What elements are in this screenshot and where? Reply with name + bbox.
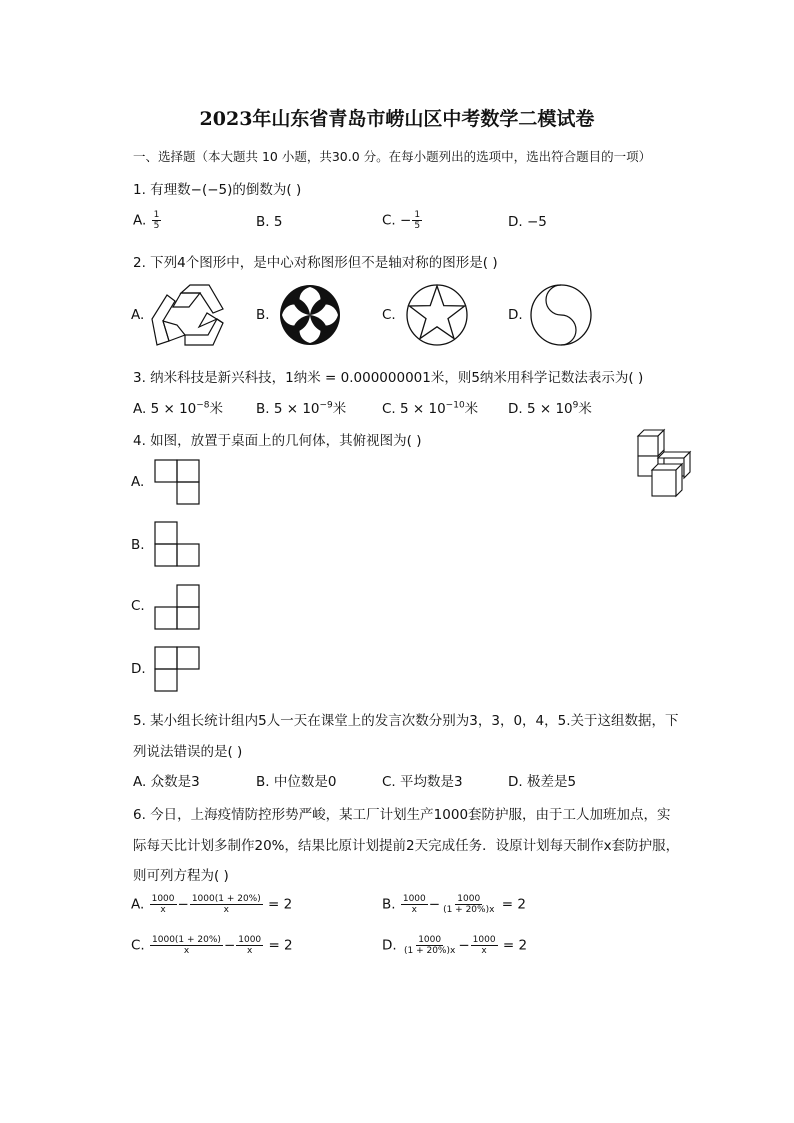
q6-option-a[interactable] bbox=[131, 894, 292, 915]
q2-option-d-label[interactable]: D. bbox=[508, 307, 523, 323]
denominator: x bbox=[411, 905, 417, 915]
numerator: 1000 bbox=[151, 894, 175, 904]
page-title: 2023年山东省青岛市崂山区中考数学二模试卷 bbox=[199, 108, 595, 130]
fraction bbox=[190, 894, 263, 915]
denominator: x bbox=[183, 946, 190, 956]
denominator: (1 + 20%)x bbox=[443, 905, 495, 915]
top-view-a-figure bbox=[154, 459, 202, 505]
exponent: −8 bbox=[196, 400, 210, 411]
numerator: 1000 bbox=[402, 894, 426, 904]
q3-option-a[interactable] bbox=[133, 397, 223, 417]
fraction bbox=[401, 894, 428, 915]
q6-option-d[interactable] bbox=[382, 935, 527, 956]
q4-option-a-label[interactable]: A. bbox=[131, 474, 145, 490]
question-5-stem-line2: 列说法错误的是( ) bbox=[133, 744, 243, 760]
q3-option-b[interactable] bbox=[256, 397, 346, 417]
q6-option-c[interactable] bbox=[131, 935, 293, 956]
operator: − bbox=[177, 896, 189, 913]
q2-option-c-label[interactable]: C. bbox=[382, 307, 396, 323]
numerator: 1000 bbox=[238, 935, 262, 945]
q4-option-d-label[interactable]: D. bbox=[131, 661, 146, 677]
fraction bbox=[471, 935, 498, 956]
option-label: A. bbox=[133, 212, 147, 229]
base: D. 5 × 10 bbox=[508, 401, 573, 417]
q1-option-c[interactable] bbox=[382, 210, 423, 231]
question-2-stem: 2. 下列4个图形中，是中心对称图形但不是轴对称的图形是( ) bbox=[133, 255, 498, 271]
denominator: x bbox=[481, 946, 487, 956]
denominator: x bbox=[223, 905, 229, 915]
base: A. 5 × 10 bbox=[133, 401, 197, 417]
exponent: −9 bbox=[319, 400, 333, 411]
exponent: 9 bbox=[572, 400, 579, 411]
fraction bbox=[402, 935, 457, 956]
q1-option-b[interactable]: B. 5 bbox=[256, 214, 283, 230]
equals: = 2 bbox=[268, 937, 293, 954]
numerator: 1 bbox=[414, 210, 421, 220]
top-view-b-figure bbox=[154, 521, 202, 567]
option-label: C. − bbox=[382, 212, 412, 229]
unit: 米 bbox=[464, 401, 479, 417]
q2-option-b-label[interactable]: B. bbox=[256, 307, 270, 323]
fraction bbox=[150, 935, 223, 956]
option-label: A. bbox=[131, 896, 145, 913]
question-5-stem-line1: 5. 某小组长统计组内5人一天在课堂上的发言次数分别为3，3，0，4，5.关于这组数据，下 bbox=[133, 713, 679, 729]
unit: 米 bbox=[209, 401, 224, 417]
denominator: x bbox=[247, 946, 253, 956]
q1-option-a[interactable] bbox=[133, 210, 162, 231]
numerator: 1000(1 + 20%) bbox=[152, 935, 221, 945]
exponent: −10 bbox=[445, 400, 465, 411]
fraction bbox=[150, 894, 177, 915]
q1-option-d[interactable]: D. −5 bbox=[508, 214, 547, 230]
q4-option-c-label[interactable]: C. bbox=[131, 598, 145, 614]
question-3-stem: 3. 纳米科技是新兴科技，1纳米 = 0.000000001米，则5纳米用科学记数法表示为( ) bbox=[133, 370, 644, 386]
option-label: D. bbox=[382, 937, 397, 954]
denominator: 5 bbox=[153, 221, 160, 231]
top-view-d-figure bbox=[154, 646, 202, 692]
q6-option-b[interactable] bbox=[382, 894, 526, 915]
q3-option-c[interactable] bbox=[382, 397, 478, 417]
q5-option-a[interactable]: A. 众数是3 bbox=[133, 774, 200, 790]
star-in-circle-figure bbox=[405, 283, 469, 347]
recycle-triangle-figure bbox=[151, 283, 229, 347]
equals: = 2 bbox=[268, 896, 293, 913]
denominator: 5 bbox=[414, 221, 421, 231]
unit: 米 bbox=[332, 401, 347, 417]
base: B. 5 × 10 bbox=[256, 401, 320, 417]
base: C. 5 × 10 bbox=[382, 401, 446, 417]
four-petal-circle-figure bbox=[278, 283, 342, 347]
fraction bbox=[441, 894, 496, 915]
numerator: 1000 bbox=[418, 935, 442, 945]
question-4-stem: 4. 如图，放置于桌面上的几何体，其俯视图为( ) bbox=[133, 433, 422, 449]
q5-option-c[interactable]: C. 平均数是3 bbox=[382, 774, 463, 790]
cube-stack-figure bbox=[636, 428, 692, 500]
top-view-c-figure bbox=[154, 584, 202, 630]
fraction bbox=[236, 935, 263, 956]
numerator: 1000(1 + 20%) bbox=[191, 894, 261, 904]
section-heading: 一、选择题（本大题共 10 小题，共30.0 分。在每小题列出的选项中，选出符合题目的一项） bbox=[133, 149, 652, 164]
q3-option-d[interactable] bbox=[508, 397, 592, 417]
q4-option-b-label[interactable]: B. bbox=[131, 537, 145, 553]
numerator: 1 bbox=[153, 210, 160, 220]
q2-option-a-label[interactable]: A. bbox=[131, 307, 145, 323]
operator: − bbox=[428, 896, 441, 913]
question-6-stem-line1: 6. 今日，上海疫情防控形势严峻，某工厂计划生产1000套防护服，由于工人加班加点，实 bbox=[133, 807, 671, 823]
option-label: B. bbox=[382, 896, 396, 913]
operator: − bbox=[223, 937, 236, 954]
option-label: C. bbox=[131, 937, 145, 954]
numerator: 1000 bbox=[457, 894, 481, 904]
unit: 米 bbox=[578, 401, 592, 417]
q5-option-b[interactable]: B. 中位数是0 bbox=[256, 774, 337, 790]
question-1-stem: 1. 有理数−(−5)的倒数为( ) bbox=[133, 182, 302, 198]
equals: = 2 bbox=[501, 896, 526, 913]
equals: = 2 bbox=[502, 937, 528, 954]
denominator: (1 + 20%)x bbox=[403, 946, 456, 956]
numerator: 1000 bbox=[472, 935, 496, 945]
question-6-stem-line2: 际每天比计划多制作20%，结果比原计划提前2天完成任务．设原计划每天制作x套防护服， bbox=[133, 838, 680, 854]
yin-yang-outline-figure bbox=[529, 283, 593, 347]
q5-option-d[interactable]: D. 极差是5 bbox=[508, 774, 577, 790]
fraction bbox=[412, 210, 422, 231]
fraction bbox=[152, 210, 162, 231]
denominator: x bbox=[160, 905, 166, 915]
question-6-stem-line3: 则可列方程为( ) bbox=[133, 868, 229, 884]
operator: − bbox=[458, 937, 470, 954]
